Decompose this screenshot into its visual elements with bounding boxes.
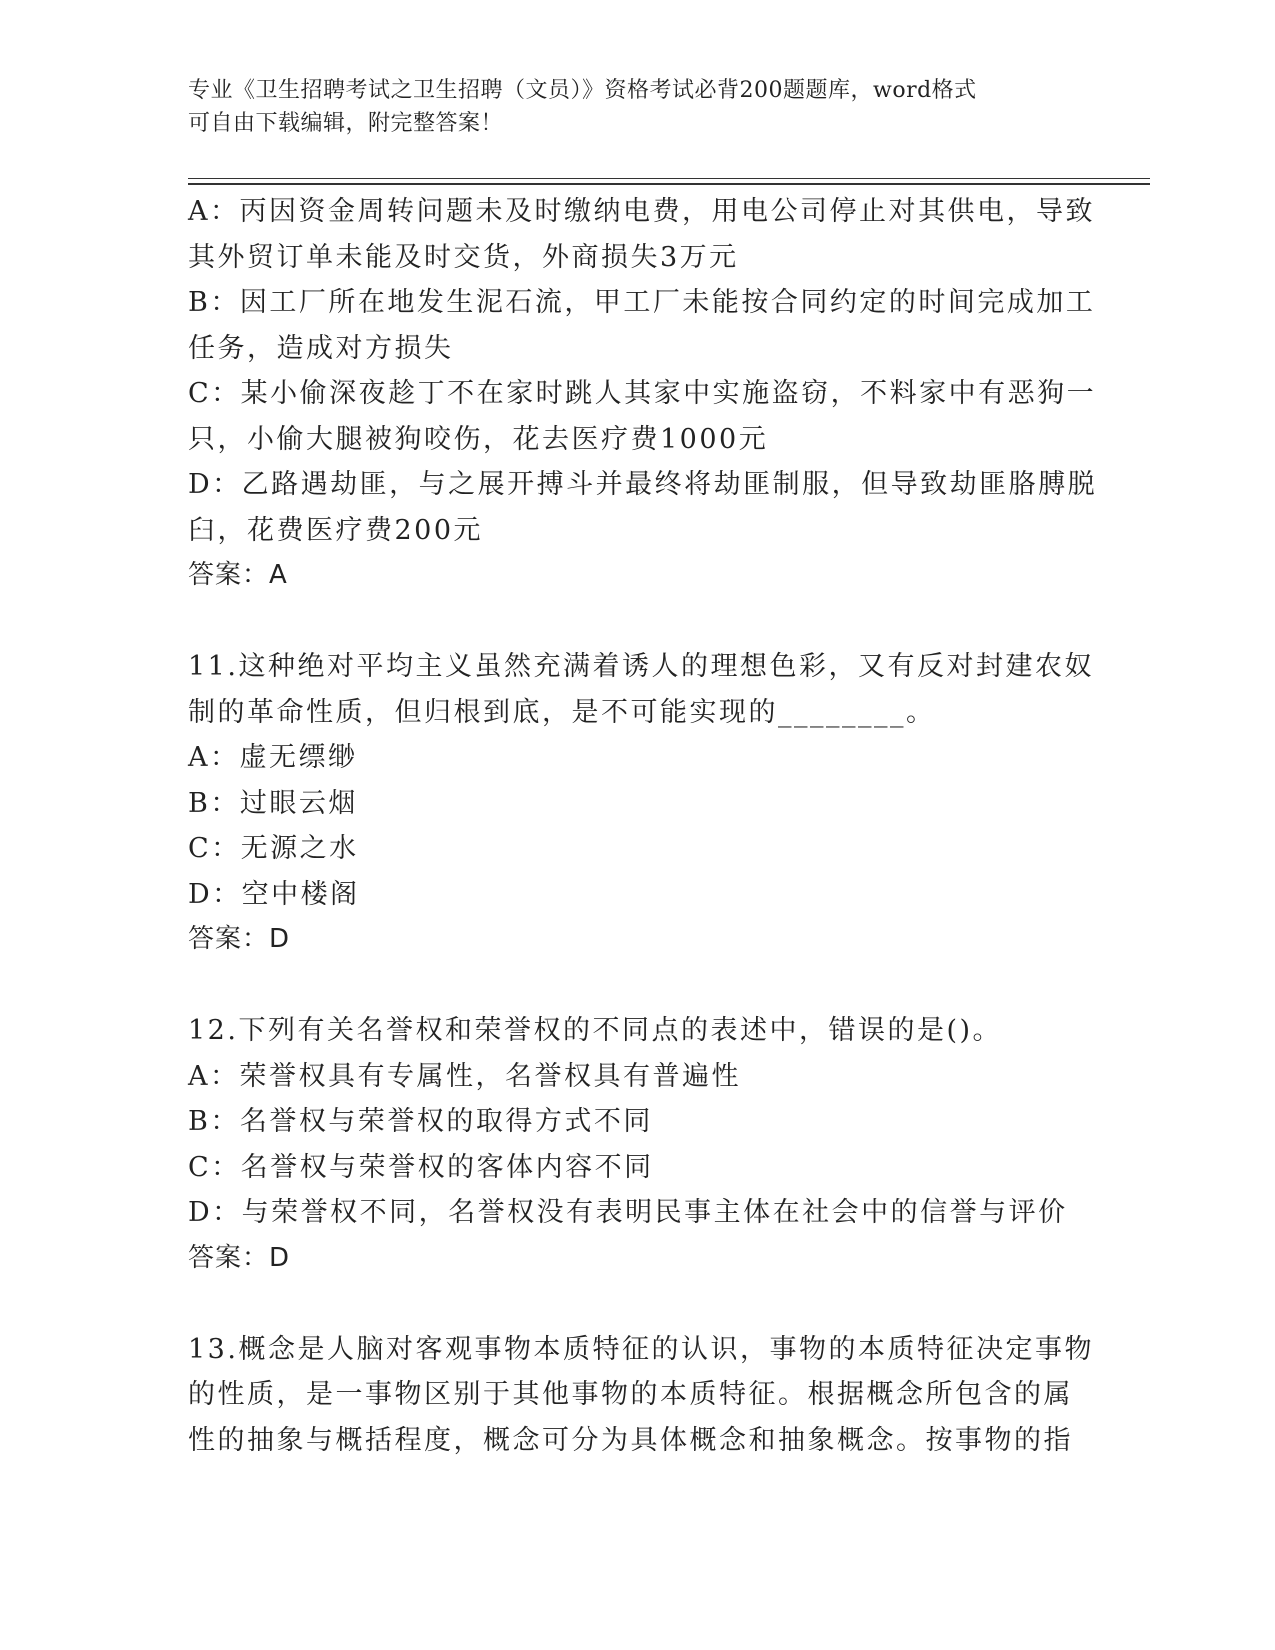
option-a-line-1: A：丙因资金周转问题未及时缴纳电费，用电公司停止对其供电，导致	[188, 196, 1095, 227]
document-header	[188, 74, 1068, 140]
option-a-line-2: 其外贸订单未能及时交货，外商损失3万元	[188, 241, 739, 273]
question-12	[188, 1008, 1068, 1281]
question-spacer	[188, 963, 1068, 1009]
question-stem: 12.下列有关名誉权和荣誉权的不同点的表述中，错误的是()。	[188, 1015, 1003, 1046]
option-c-line-1: C：某小偷深夜趁丁不在家时跳人其家中实施盗窃，不料家中有恶狗一	[188, 378, 1097, 409]
question-spacer	[188, 599, 1068, 645]
option-c-line-2: 只，小偷大腿被狗咬伤，花去医疗费1000元	[188, 423, 769, 455]
header-title-line-1: 专业《卫生招聘考试之卫生招聘（文员）》资格考试必背200题题库，word格式	[188, 78, 977, 103]
option-d-line-2: 臼，花费医疗费200元	[188, 514, 484, 546]
question-content	[188, 189, 1098, 1463]
header-divider-thin	[188, 178, 1150, 179]
question-stem-line-1: 11.这种绝对平均主义虽然充满着诱人的理想色彩，又有反对封建农奴	[188, 651, 1094, 682]
option-b-line-2: 任务，造成对方损失	[188, 332, 454, 364]
option-a: A：虚无缥缈	[188, 742, 358, 773]
option-c: C：名誉权与荣誉权的客体内容不同	[188, 1151, 654, 1183]
question-10	[188, 189, 1098, 599]
question-spacer	[188, 1281, 1068, 1327]
question-stem-line-1: 13.概念是人脑对客观事物本质特征的认识，事物的本质特征决定事物	[188, 1333, 1094, 1365]
option-b: B：过眼云烟	[188, 787, 358, 819]
option-d-line-1: D：乙路遇劫匪，与之展开搏斗并最终将劫匪制服，但导致劫匪胳膊脱	[188, 469, 1098, 500]
question-13	[188, 1327, 1094, 1464]
header-title-line-2: 可自由下载编辑，附完整答案！	[188, 111, 504, 136]
option-a: A：荣誉权具有专属性，名誉权具有普遍性	[188, 1060, 741, 1092]
answer: 答案：D	[188, 1242, 291, 1273]
header-divider-thick	[188, 183, 1150, 185]
option-d: D：空中楼阁	[188, 878, 360, 910]
option-b: B：名誉权与荣誉权的取得方式不同	[188, 1106, 653, 1137]
question-stem-line-2: 制的革命性质，但归根到底，是不可能实现的________。	[188, 696, 936, 728]
question-stem-line-3: 性的抽象与概括程度，概念可分为具体概念和抽象概念。按事物的指	[188, 1424, 1073, 1456]
option-b-line-1: B：因工厂所在地发生泥石流，甲工厂未能按合同约定的时间完成加工	[188, 287, 1096, 318]
option-c: C：无源之水	[188, 833, 359, 864]
question-stem-line-2: 的性质，是一事物区别于其他事物的本质特征。根据概念所包含的属	[188, 1379, 1073, 1410]
answer: 答案：A	[188, 560, 288, 590]
question-11	[188, 644, 1094, 963]
option-d: D：与荣誉权不同，名誉权没有表明民事主体在社会中的信誉与评价	[188, 1197, 1068, 1228]
answer: 答案：D	[188, 924, 291, 954]
